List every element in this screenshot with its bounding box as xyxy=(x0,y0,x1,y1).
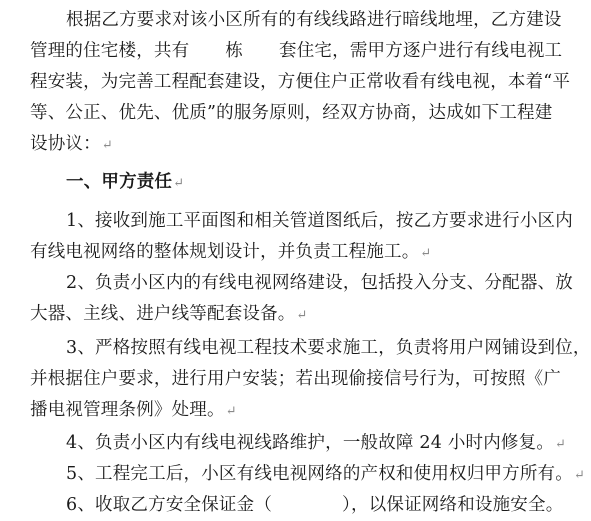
paragraph-mark-icon: ↵ xyxy=(173,176,185,191)
item-text: 4、负责小区内有线电视线路维护，一般故障 24 小时内修复。 xyxy=(66,433,555,453)
item-1-line-1 xyxy=(66,210,573,232)
item-text: 有线电视网络的整体规划设计，并负责工程施工。 xyxy=(30,242,420,262)
item-6-line-1 xyxy=(66,494,563,516)
intro-line-1 xyxy=(66,9,562,31)
item-text: 大器、主线、进户线等配套设备。 xyxy=(30,304,296,324)
item-text: ），以保证网络和设施安全。 xyxy=(342,495,564,515)
intro-text: 设协议： xyxy=(30,134,101,154)
intro-text: 管理的住宅楼，共有 xyxy=(30,41,190,61)
paragraph-mark-icon: ↵ xyxy=(101,138,113,153)
intro-text: 套住宅，需甲方逐户进行有线电视工 xyxy=(279,41,563,61)
intro-line-5 xyxy=(30,133,113,157)
intro-text: 程安装，为完善工程配套建设，方便住户正常收看有线电视，本着“平 xyxy=(30,72,571,92)
intro-line-4 xyxy=(30,102,552,124)
intro-text: 根据乙方要求对该小区所有的有线线路进行暗线地埋，乙方建设 xyxy=(66,10,562,30)
paragraph-mark-icon: ↵ xyxy=(225,404,237,419)
item-3-line-1 xyxy=(66,337,591,359)
item-text: 3、严格按照有线电视工程技术要求施工，负责将用户网铺设到位， xyxy=(66,338,591,358)
section-heading-text: 一、甲方责任 xyxy=(66,172,173,192)
item-4-line-1 xyxy=(66,432,566,456)
section-heading xyxy=(66,171,184,195)
item-3-line-2 xyxy=(30,368,561,390)
item-3-line-3 xyxy=(30,399,237,423)
paragraph-mark-icon: ↵ xyxy=(555,437,567,452)
item-1-line-2 xyxy=(30,241,432,265)
item-text: 5、工程完工后，小区有线电视网络的产权和使用权归甲方所有。 xyxy=(66,464,573,484)
item-2-line-2 xyxy=(30,303,308,327)
item-text: 2、负责小区内的有线电视网络建设，包括投入分支、分配器、放 xyxy=(66,273,573,293)
intro-text: 栋 xyxy=(225,41,244,61)
item-text: 6、收取乙方安全保证金（ xyxy=(66,495,273,515)
intro-line-3 xyxy=(30,71,570,93)
paragraph-mark-icon: ↵ xyxy=(420,246,432,261)
item-text: 播电视管理条例》处理。 xyxy=(30,400,225,420)
item-2-line-1 xyxy=(66,272,573,294)
item-text: 并根据住户要求，进行用户安装；若出现偷接信号行为，可按照《广 xyxy=(30,369,561,389)
paragraph-mark-icon: ↵ xyxy=(573,468,586,483)
intro-text: 等、公正、优先、优质”的服务原则，经双方协商，达成如下工程建 xyxy=(30,103,553,123)
intro-line-2 xyxy=(30,40,562,62)
item-text: 1、接收到施工平面图和相关管道图纸后，按乙方要求进行小区内 xyxy=(66,211,573,231)
item-5-line-1 xyxy=(66,463,585,487)
paragraph-mark-icon: ↵ xyxy=(296,308,308,323)
